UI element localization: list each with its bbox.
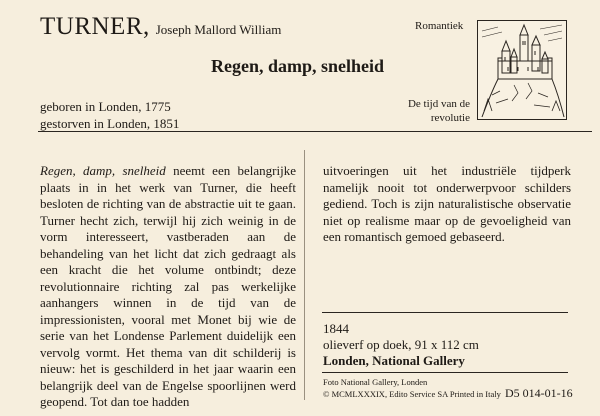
photo-credit: Foto National Gallery, Londen	[323, 377, 428, 387]
column-divider	[304, 150, 305, 400]
description-left-column	[40, 163, 296, 411]
artwork-location: Londen, National Gallery	[323, 353, 465, 368]
copyright-line	[323, 385, 573, 400]
birth-info: geboren in Londen, 1775	[40, 99, 171, 114]
description-right-column	[323, 163, 571, 246]
work-title: Regen, damp, snelheid	[211, 56, 385, 76]
era-label	[400, 97, 470, 125]
artwork-medium: olieverf op doek, 91 x 112 cm	[323, 337, 479, 352]
catalog-code: D5 014-01-16	[505, 385, 573, 400]
credits	[323, 377, 573, 399]
artist-surname: TURNER,	[40, 13, 150, 40]
era-line-1: De tijd van de	[407, 98, 470, 110]
details-bottom-rule	[322, 372, 568, 373]
description-title: Regen, damp, snelheid	[40, 163, 166, 178]
category-label: Romantiek	[415, 20, 464, 32]
death-info: gestorven in Londen, 1851	[40, 116, 180, 131]
artist-bio	[40, 98, 179, 132]
artwork-year: 1844	[323, 321, 349, 336]
castle-illustration-icon	[477, 20, 567, 120]
artist-name	[40, 13, 281, 41]
description-text-left: neemt een belangrijke plaats in in het werk van Turner, die heeft besloten de richting van de abstractie uit te gaan. Turner hecht zich, terwijl hij zich weinig in de vorm interesseert, vastberaden aan de behandeling van het licht dat zich gedraagt als een kracht die het volume ontbindt; deze revolutionnaire richting zal pas werkelijke aanhangers winnen in de tijd van de impressionisten, vooral met Monet bij wie de serie van het Londense Parlement duidelijk een vervolg vormt. Het thema van dit schilderij is nieuw: het is geschilderd in het jaar waarin een belangrijk deel van de Engelse spoorlijnen werd geopend. Tot dan toe hadden	[40, 163, 297, 409]
header-divider	[38, 131, 592, 132]
artist-given-names: Joseph Mallord William	[155, 22, 282, 37]
castle-drawing	[478, 21, 566, 119]
details-top-rule	[322, 312, 568, 313]
description-text-right: uitvoeringen uit het industriële tijdperk namelijk nooit tot onderwerpvoor schilders gediend. Toch is zijn naturalistische observatie niet op realisme maar op de gevoeligheid van een romantisch gemoed gebaseerd.	[323, 163, 571, 244]
copyright-text: © MCMLXXXIX, Edito Service SA Printed in Italy	[323, 388, 501, 399]
artwork-details	[323, 321, 479, 369]
era-line-2: revolutie	[430, 112, 470, 124]
